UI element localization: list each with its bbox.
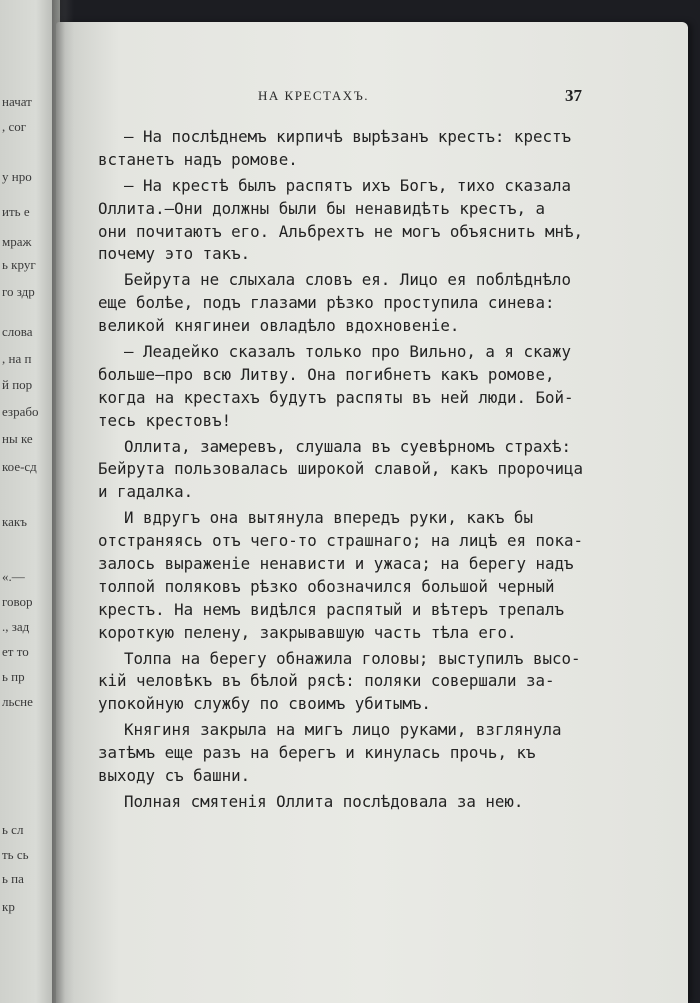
text-line: — На крестѣ былъ распятъ ихъ Богъ, тихо сказала xyxy=(124,175,571,195)
page-header xyxy=(0,88,700,108)
paragraph xyxy=(98,507,590,644)
facing-page-text-line: езрабо xyxy=(2,404,39,419)
facing-page-text-line: кое-сд xyxy=(2,459,37,474)
text-line: короткую пелену, закрывавшую часть тѣла его. xyxy=(98,622,517,642)
facing-page-text-line: ., зад xyxy=(2,619,30,634)
text-line: отстраняясь отъ чего-то страшнаго; на лицѣ ея пока- xyxy=(98,531,584,551)
text-line: великой княгинеи овладѣло вдохновеніе. xyxy=(98,316,460,336)
facing-page-text-line: ть сь xyxy=(2,847,29,862)
facing-page-text-line: го здр xyxy=(2,284,35,299)
facing-page-text-line: , сог xyxy=(2,119,27,134)
facing-page-text-line: мраж xyxy=(2,234,32,249)
facing-page-text-line: й пор xyxy=(2,377,33,392)
text-line: толпой поляковъ рѣзко обозначился большой черный xyxy=(98,576,555,596)
text-line: почему это такъ. xyxy=(98,244,251,264)
facing-page-text-line: ить е xyxy=(2,204,30,219)
text-line: упокойную службу по своимъ убитымъ. xyxy=(98,694,431,714)
page-number: 37 xyxy=(565,86,582,105)
facing-page-text-line: начат xyxy=(2,94,32,109)
facing-page-text-line: ь па xyxy=(2,871,24,886)
text-line: встанетъ надъ ромове. xyxy=(98,149,298,169)
paragraph xyxy=(98,175,590,267)
paragraph xyxy=(98,341,590,433)
text-line: когда на крестахъ будутъ распяты въ ней люди. Бой- xyxy=(98,387,574,407)
paragraph xyxy=(98,719,590,788)
paragraph xyxy=(98,269,590,338)
facing-page-fragment xyxy=(0,0,60,1003)
facing-page-text-line: у нро xyxy=(2,169,32,184)
text-line: тесь крестовъ! xyxy=(98,410,232,430)
facing-page-text-line: ь круг xyxy=(2,257,36,272)
text-line: Бейрута пользовалась широкой славой, какъ пророчица xyxy=(98,459,584,479)
facing-page-text-line: ны ке xyxy=(2,431,33,446)
facing-page-text-line: говор xyxy=(2,594,33,609)
paragraph xyxy=(98,436,590,505)
text-line: они почитаютъ его. Альбрехтъ не могъ объяснить мнѣ, xyxy=(98,221,584,241)
facing-page-text-line: ь пр xyxy=(2,669,25,684)
text-line: выходу съ башни. xyxy=(98,766,251,786)
text-line: — Леадейко сказалъ только про Вильно, а я скажу xyxy=(124,342,571,362)
text-line: И вдругъ она вытянула впередъ руки, какъ бы xyxy=(124,508,533,528)
text-line: Бейрута не слыхала словъ ея. Лицо ея поблѣднѣло xyxy=(124,270,571,290)
text-line: Оллита, замеревъ, слушала въ суевѣрномъ страхѣ: xyxy=(124,436,571,456)
facing-page-text-line: ет то xyxy=(2,644,29,659)
text-line: кій человѣкъ въ бѣлой рясѣ: поляки совершали за- xyxy=(98,671,555,691)
text-line: Толпа на берегу обнажила головы; выступилъ высо- xyxy=(124,648,581,668)
text-line: больше—про всю Литву. Она погибнетъ какъ ромове, xyxy=(98,364,555,384)
text-line: Полная смятенія Оллита послѣдовала за нею. xyxy=(124,791,524,811)
facing-page-text-line: льсне xyxy=(2,694,33,709)
text-line: — На послѣднемъ кирпичѣ вырѣзанъ крестъ: крестъ xyxy=(124,127,571,146)
facing-page-text-line: «.— xyxy=(2,569,25,584)
text-line: затѣмъ еще разъ на берегъ и кинулась прочь, къ xyxy=(98,743,536,763)
text-line: залось выраженіе ненависти и ужаса; на берегу надъ xyxy=(98,554,574,574)
facing-page-text-line: какъ xyxy=(2,514,27,529)
book-gutter-shadow xyxy=(52,0,74,1003)
facing-page-text-line: кр xyxy=(2,899,15,914)
running-title: НА КРЕСТАХЪ. xyxy=(258,88,370,103)
facing-page-text-line: ь сл xyxy=(2,822,24,837)
paragraph xyxy=(98,126,590,172)
paragraph xyxy=(98,648,590,717)
page-body-text xyxy=(98,126,590,814)
text-line: Княгиня закрыла на мигъ лицо руками, взглянула xyxy=(124,720,562,740)
text-line: и гадалка. xyxy=(98,482,194,502)
facing-page-text-line: слова xyxy=(2,324,33,339)
text-line: еще болѣе, подъ глазами рѣзко проступила синева: xyxy=(98,293,555,313)
facing-page-text-line: , на п xyxy=(2,351,32,366)
text-line: крестъ. На немъ видѣлся распятый и вѣтеръ трепалъ xyxy=(98,599,565,619)
paragraph xyxy=(98,791,590,814)
text-line: Оллита.—Они должны были бы ненавидѣть крестъ, а xyxy=(98,198,545,218)
